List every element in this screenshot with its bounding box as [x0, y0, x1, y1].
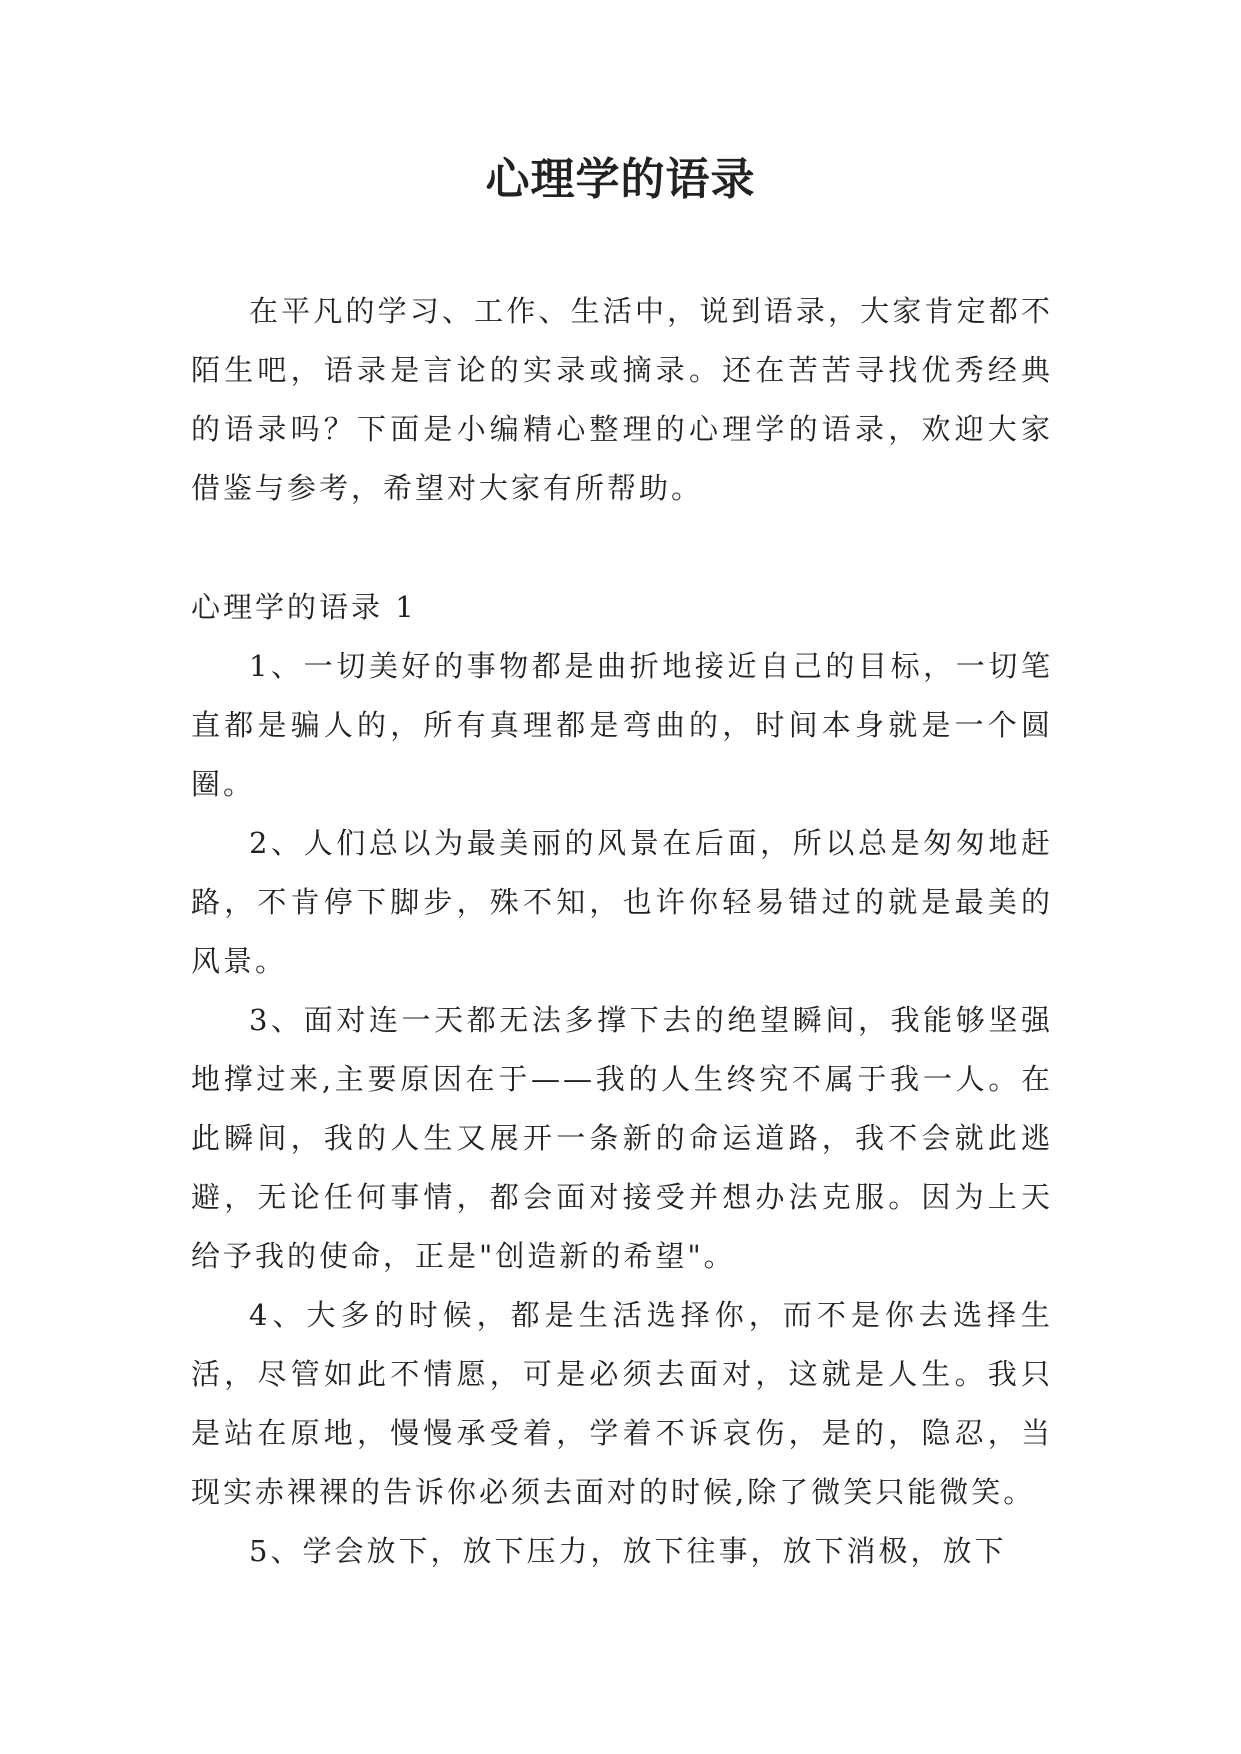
quote-paragraph-2: 2、人们总以为最美丽的风景在后面，所以总是匆匆地赶路，不肯停下脚步，殊不知，也许你轻易错过的就是最美的风景。 [191, 826, 1053, 978]
section-heading: 心理学的语录 1 [191, 590, 417, 624]
quote-paragraph-5: 5、学会放下，放下压力，放下往事，放下消极，放下 [249, 1534, 1007, 1568]
quote-paragraph-1: 1、一切美好的事物都是曲折地接近自己的目标，一切笔直都是骗人的，所有真理都是弯曲的，时间本身就是一个圆圈。 [191, 649, 1053, 801]
intro-paragraph: 在平凡的学习、工作、生活中，说到语录，大家肯定都不陌生吧，语录是言论的实录或摘录。还在苦苦寻找优秀经典的语录吗？下面是小编精心整理的心理学的语录，欢迎大家借鉴与参考，希望对大家有所帮助。 [191, 294, 1053, 505]
document-body [191, 282, 1053, 1581]
quote-paragraph-3: 3、面对连一天都无法多撑下去的绝望瞬间，我能够坚强地撑过来,主要原因在于——我的人生终究不属于我一人。在此瞬间，我的人生又展开一条新的命运道路，我不会就此逃避，无论任何事情，都会面对接受并想办法克服。因为上天给予我的使命，正是"创造新的希望"。 [191, 1003, 1053, 1273]
document-title: 心理学的语录 [485, 154, 756, 205]
quote-paragraph-4: 4、大多的时候，都是生活选择你，而不是你去选择生活，尽管如此不情愿，可是必须去面对，这就是人生。我只是站在原地，慢慢承受着，学着不诉哀伤，是的，隐忍，当现实赤裸裸的告诉你必须去面对的时候,除了微笑只能微笑。 [191, 1298, 1053, 1509]
